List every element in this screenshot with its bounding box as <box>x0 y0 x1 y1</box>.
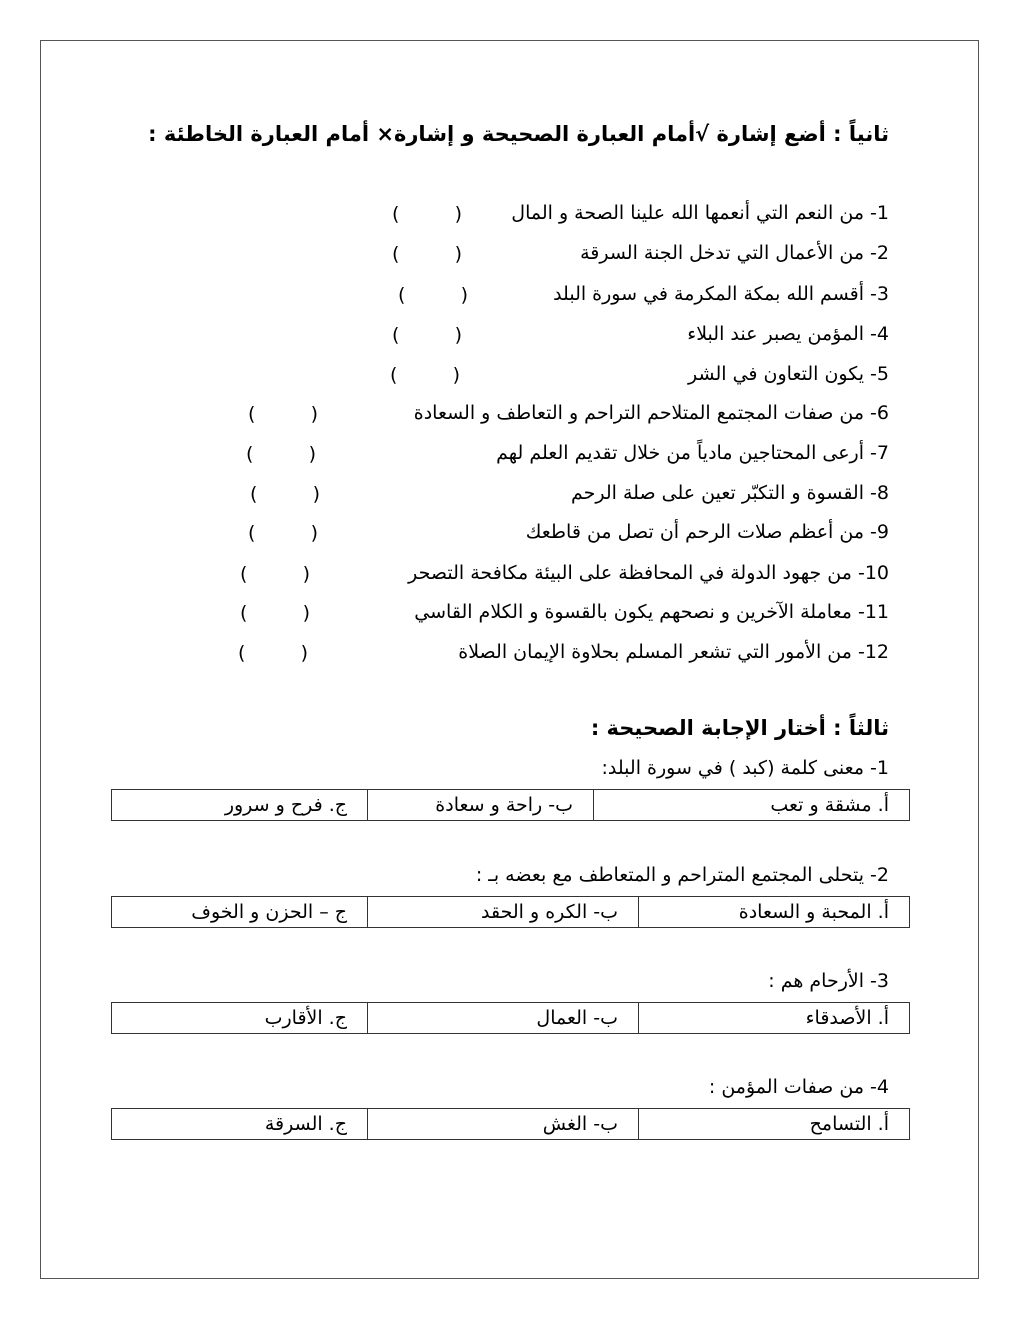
tf-item-text: 4- المؤمن يصبر عند البلاء <box>687 323 889 345</box>
tf-item-12 <box>458 641 889 671</box>
tf-item-text: 7- أرعى المحتاجين مادياً من خلال تقديم العلم لهم <box>496 442 889 464</box>
question-1-text: 1- معنى كلمة (كبد ) في سورة البلد: <box>601 757 889 779</box>
option-a[interactable]: أ. المحبة و السعادة <box>639 897 910 928</box>
option-a[interactable]: أ. التسامح <box>639 1109 910 1140</box>
tf-item-text: 3- أقسم الله بمكة المكرمة في سورة البلد <box>553 283 889 305</box>
tf-item-text: 12- من الأمور التي تشعر المسلم بحلاوة الإيمان الصلاة <box>458 641 889 663</box>
tf-item-2 <box>580 242 889 272</box>
option-c[interactable]: ج – الحزن و الخوف <box>112 897 368 928</box>
tf-item-6 <box>414 402 889 432</box>
section-3-title: ثالثاً : أختار الإجابة الصحيحة : <box>590 716 889 740</box>
option-c[interactable]: ج. الأقارب <box>112 1003 368 1034</box>
tf-item-text: 8- القسوة و التكبّر تعين على صلة الرحم <box>571 482 889 504</box>
tf-item-10 <box>408 562 889 592</box>
option-b[interactable]: ب- راحة و سعادة <box>368 790 594 821</box>
tf-item-text: 10- من جهود الدولة في المحافظة على البيئة مكافحة التصحر <box>408 562 889 584</box>
tf-item-text: 5- يكون التعاون في الشر <box>688 363 889 385</box>
option-b[interactable]: ب- الغش <box>368 1109 639 1140</box>
tf-item-3 <box>553 283 889 313</box>
section-2-title: ثانياً : أضع إشارة √أمام العبارة الصحيحة و إشارة× أمام العبارة الخاطئة : <box>148 122 889 146</box>
tf-item-text: 6- من صفات المجتمع المتلاحم التراحم و التعاطف و السعادة <box>413 402 889 424</box>
tf-item-11 <box>414 601 889 631</box>
question-3-text: 3- الأرحام هم : <box>768 970 889 992</box>
tf-item-1 <box>511 202 889 232</box>
tf-item-text: 9- من أعظم صلات الرحم أن تصل من قاطعك <box>525 521 889 543</box>
question-1-options <box>111 789 910 821</box>
tf-item-text: 1- من النعم التي أنعمها الله علينا الصحة و المال <box>511 202 889 224</box>
tf-item-text: 2- من الأعمال التي تدخل الجنة السرقة <box>580 242 889 264</box>
option-c[interactable]: ج. فرح و سرور <box>112 790 368 821</box>
option-b[interactable]: ب- العمال <box>368 1003 639 1034</box>
tf-item-8 <box>571 482 889 512</box>
option-a[interactable]: أ. مشقة و تعب <box>594 790 910 821</box>
tf-item-text: 11- معاملة الآخرين و نصحهم يكون بالقسوة و الكلام القاسي <box>414 601 889 623</box>
option-b[interactable]: ب- الكره و الحقد <box>368 897 639 928</box>
question-4-options <box>111 1108 910 1140</box>
tf-item-7 <box>496 442 889 472</box>
tf-item-9 <box>526 521 889 551</box>
question-3-options <box>111 1002 910 1034</box>
option-c[interactable]: ج. السرقة <box>112 1109 368 1140</box>
tf-item-5 <box>688 363 889 393</box>
option-a[interactable]: أ. الأصدقاء <box>639 1003 910 1034</box>
tf-item-4 <box>687 323 889 353</box>
question-4-text: 4- من صفات المؤمن : <box>708 1076 889 1098</box>
question-2-text: 2- يتحلى المجتمع المتراحم و المتعاطف مع بعضه بـ : <box>475 864 889 886</box>
question-2-options <box>111 896 910 928</box>
